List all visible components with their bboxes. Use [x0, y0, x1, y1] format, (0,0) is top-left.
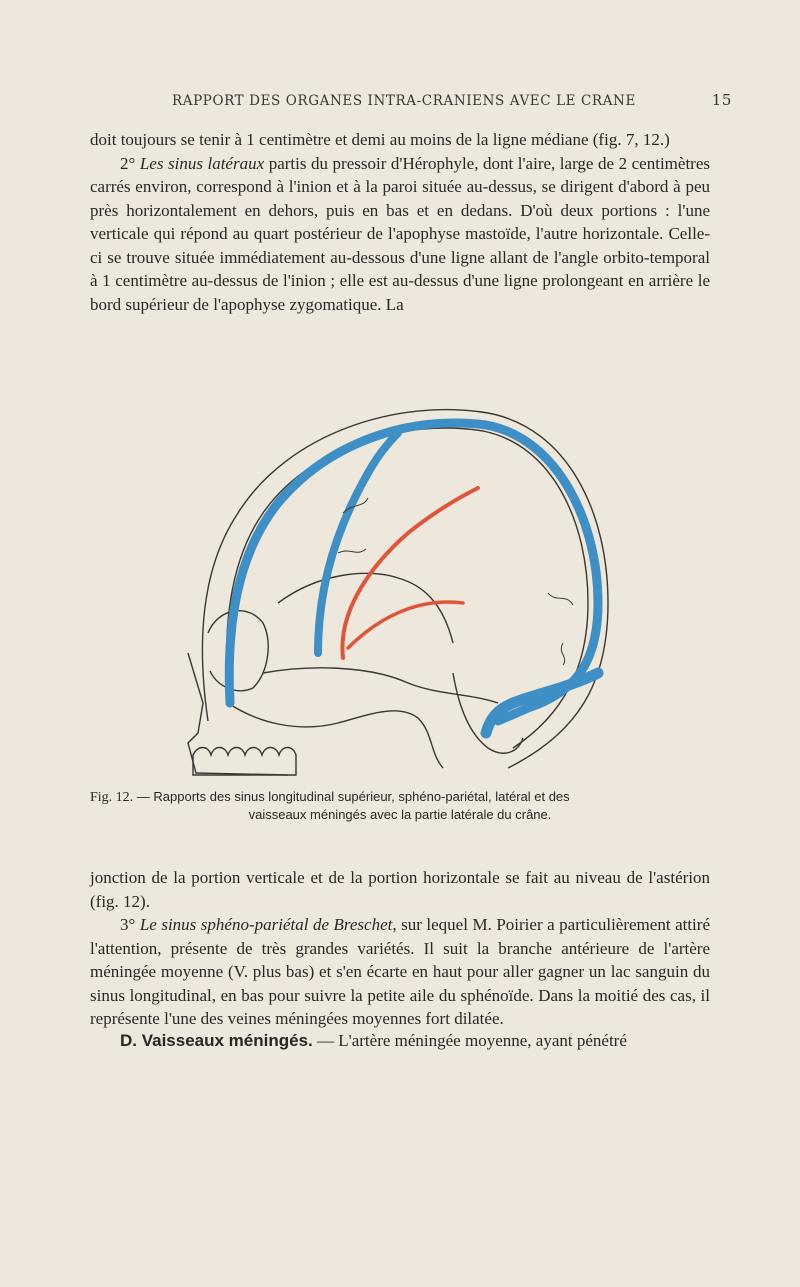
paragraph-jonction: jonction de la portion verticale et de la portion horizontale se fait au niveau de l'astérion (fig. 12).	[90, 868, 710, 911]
paragraph-number: 3°	[120, 915, 140, 934]
paragraph-continuation: doit toujours se tenir à 1 centimètre et demi au moins de la ligne médiane (fig. 7, 12.)	[90, 130, 670, 149]
running-title: RAPPORT DES ORGANES INTRA-CRANIENS AVEC LE CRANE	[172, 93, 636, 109]
paragraph-sinus-lateraux	[90, 152, 710, 317]
term-sinus-spheno-parietal: Le sinus sphéno-pariétal de Breschet	[139, 915, 393, 934]
paragraph-sinus-spheno-parietal	[90, 913, 710, 1031]
artery-branch-posterior	[348, 602, 463, 648]
figure-label: Fig. 12.	[90, 790, 134, 805]
skull-illustration	[168, 403, 638, 779]
section-body: — L'artère méningée moyenne, ayant pénétré	[312, 1031, 627, 1050]
top-text-block	[90, 128, 710, 316]
bottom-text-block	[90, 866, 710, 1031]
section-heading-paragraph	[120, 1031, 710, 1051]
teeth	[193, 748, 296, 776]
page-number: 15	[711, 91, 732, 109]
paragraph-body: partis du pressoir d'Hérophyle, dont l'aire, large de 2 centimètres carrés environ, correspond à l'inion et à la paroi située au-dessus, se dirigent d'abord à peu près horizontalement en dehors, puis en bas et en dedans. D'où deux portions : l'une verticale qui répond au quart postérieur de l'apophyse mastoïde, l'autre horizontale. Celle-ci se trouve située immédiatement au-dessous d'une ligne allant de l'angle orbito-temporal à 1 centimètre au-dessus de l'inion ; elle est au-dessus d'une ligne prolongeant en arrière le bord supérieur de l'apophyse zygomatique. La	[90, 153, 710, 314]
sinus-longitudinal-superior	[229, 423, 598, 721]
section-heading: D. Vaisseaux méningés.	[120, 1031, 313, 1050]
orbit-outline	[208, 611, 268, 691]
caption-line-1: — Rapports des sinus longitudinal supérieur, sphéno-pariétal, latéral et des	[133, 789, 570, 804]
vein-network	[338, 498, 573, 665]
caption-line-2: vaisseaux méningés avec la partie latérale du crâne.	[248, 807, 552, 822]
paragraph-number: 2°	[120, 153, 140, 173]
paragraph-body: , sur lequel M. Poirier a particulièrement attiré l'attention, présente de très grandes variétés. Il suit la branche antérieure de l'artère méningée moyenne (V. plus bas) et s'en écarte en haut pour aller gagner un lac sanguin du sinus longitudinal, en bas pour suivre la petite aile du sphénoïde. Dans la moitié des cas, il représente l'une des veines méningées moyennes fort dilatée.	[90, 915, 710, 1028]
figure-caption	[90, 788, 710, 823]
term-sinus-lateraux: Les sinus latéraux	[139, 153, 265, 173]
zygomatic-arch	[263, 668, 498, 703]
skull-base	[228, 703, 443, 768]
